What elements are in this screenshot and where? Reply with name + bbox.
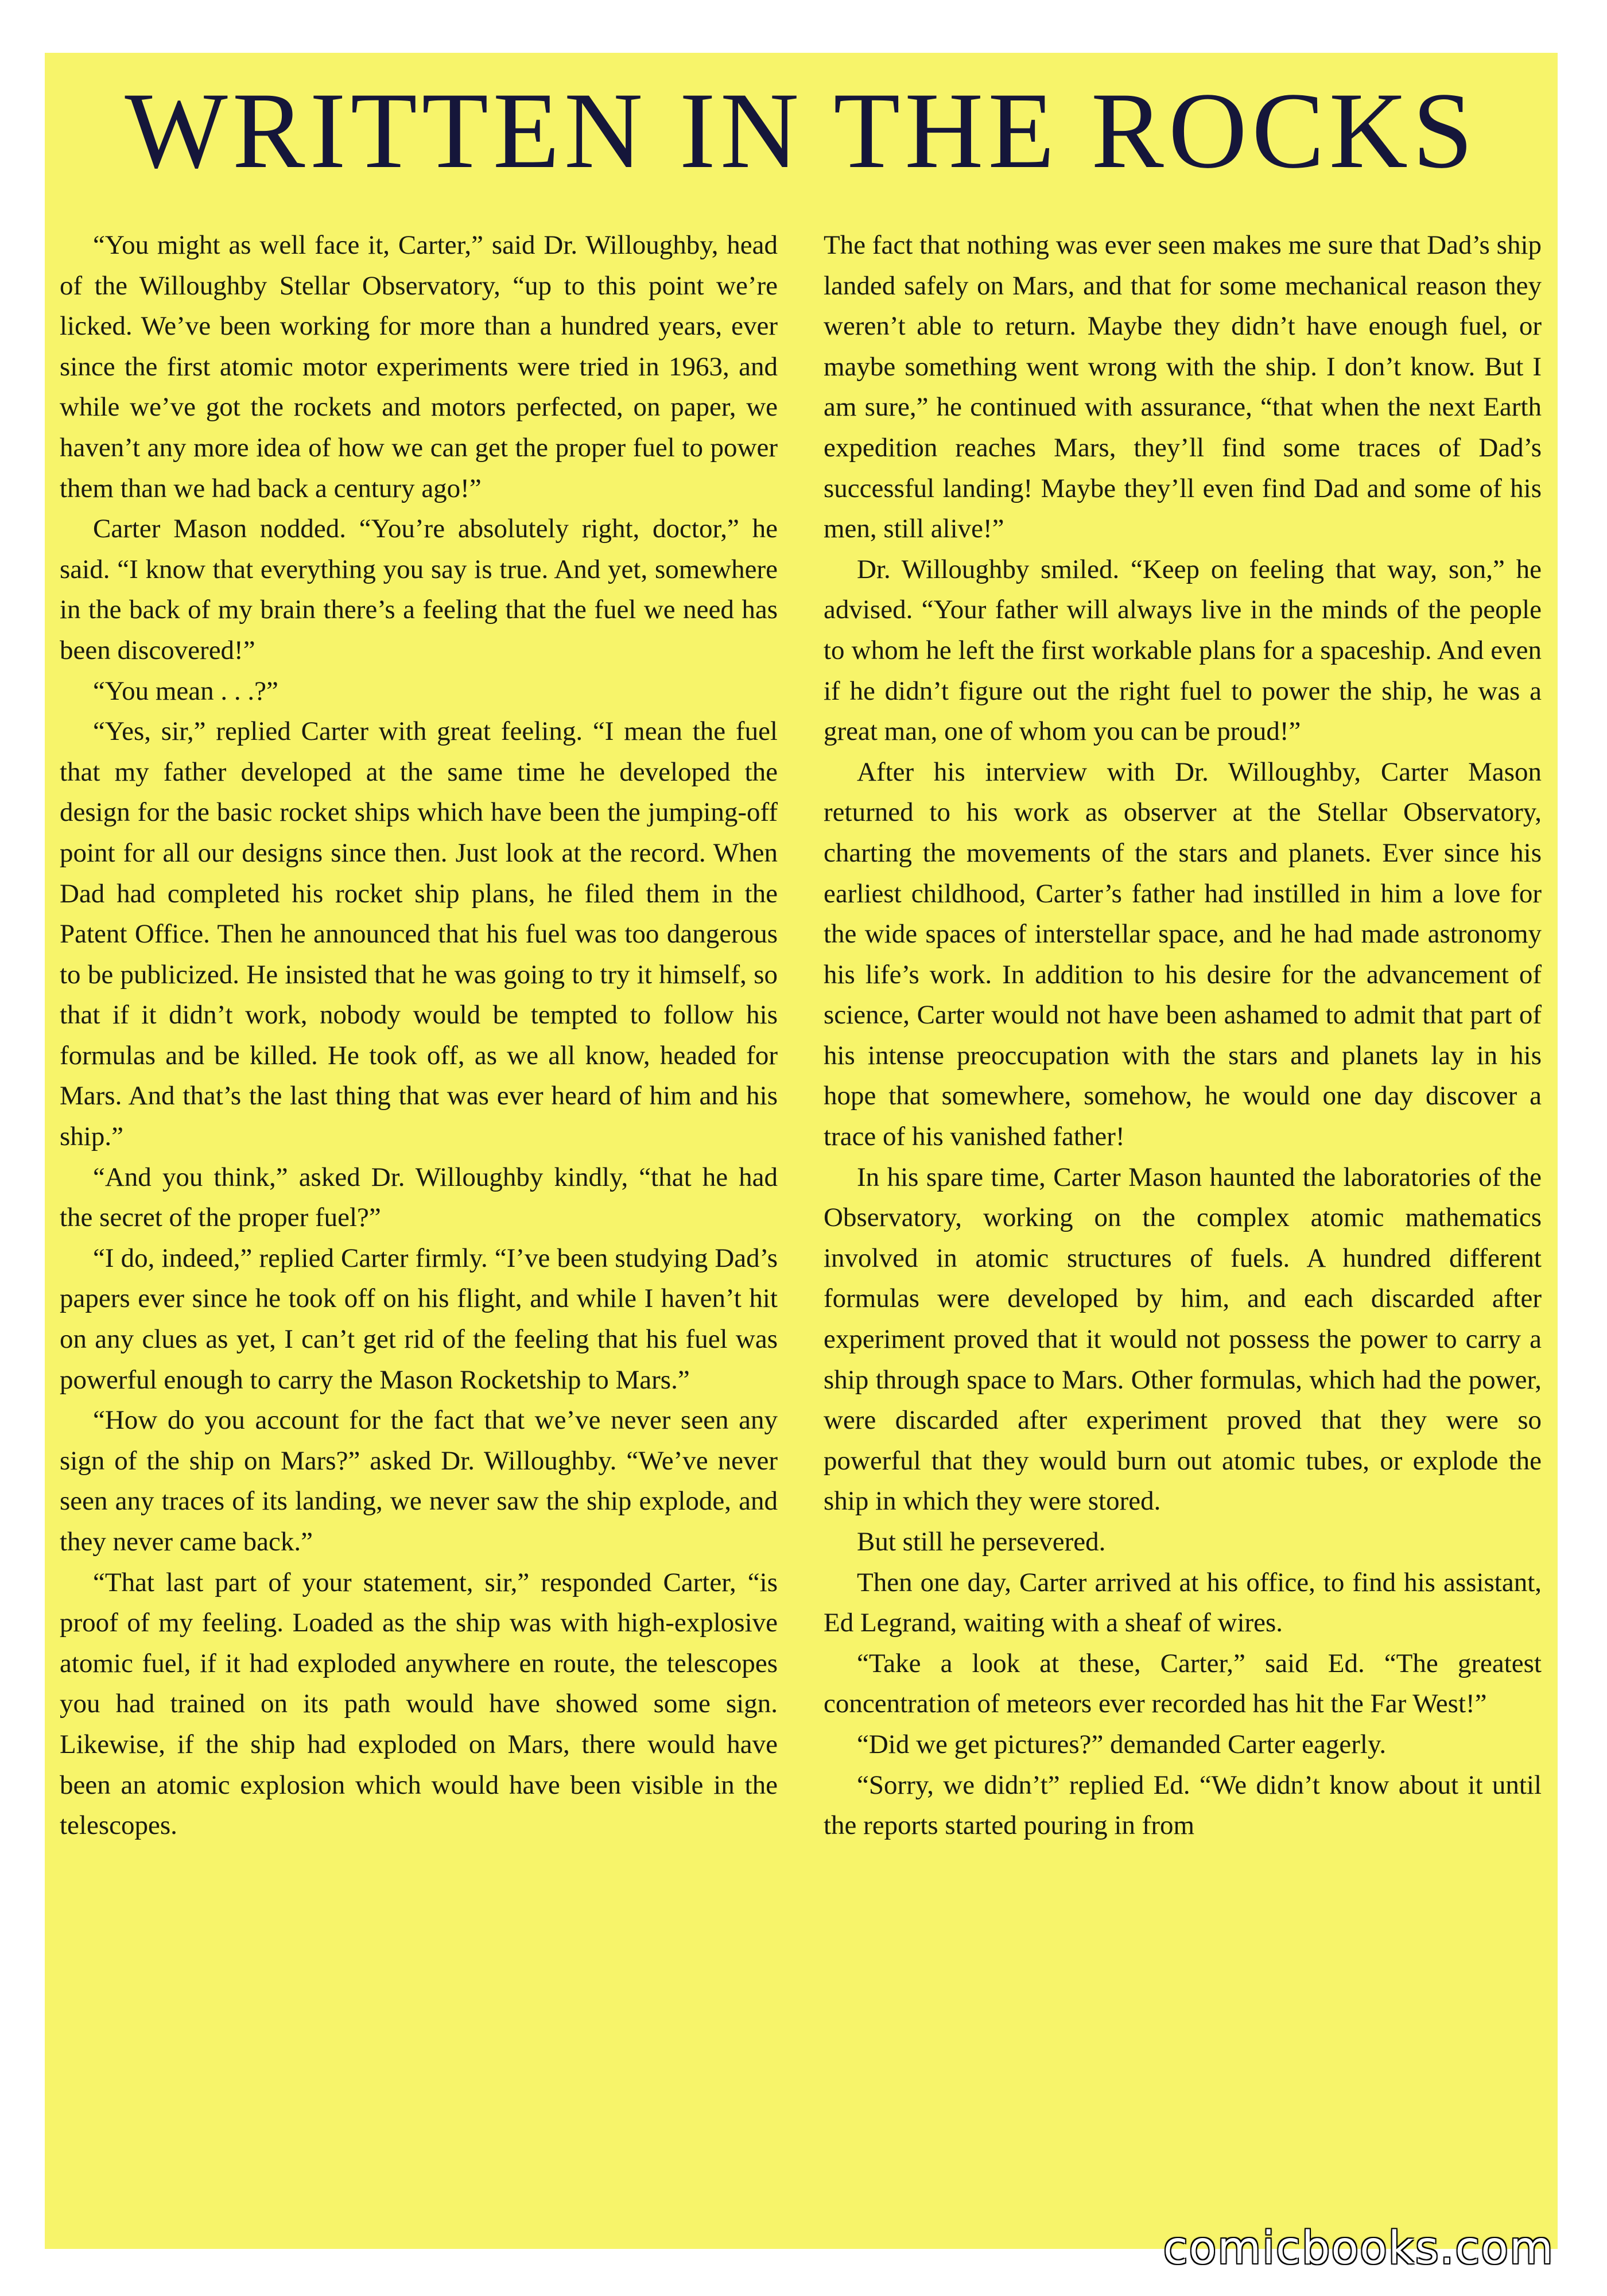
- paragraph: “And you think,” asked Dr. Willoughby kindly, “that he had the secret of the proper fuel?”: [60, 1162, 778, 1233]
- paragraph: “Yes, sir,” replied Carter with great feeling. “I mean the fuel that my father developed at the same time he developed the design for the basic rocket ships which have been the jumping-off point for all our designs since then. Just look at the record. When Dad had completed his rocket ship plans, he filed them in the Patent Office. Then he announced that his fuel was too dangerous to be publicized. He insisted that he was going to try it himself, so that if it didn’t work, nobody would be tempted to follow his formulas and be killed. He took off, as we all know, headed for Mars. And that’s the last thing that was ever heard of him and his ship.”: [60, 716, 778, 1152]
- story-title: WRITTEN IN THE ROCKS: [125, 71, 1478, 191]
- paragraph: Carter Mason nodded. “You’re absolutely right, doctor,” he said. “I know that everything you say is true. And yet, somewhere in the back of my brain there’s a feeling that the fuel we need has been discovered!”: [60, 514, 778, 665]
- paragraph: “I do, indeed,” replied Carter firmly. “I’ve been studying Dad’s papers ever since he took off on his flight, and while I haven’t hit on any clues as yet, I can’t get rid of the feeling that his fuel was powerful enough to carry the Mason Rocketship to Mars.”: [60, 1243, 778, 1395]
- paragraph: In his spare time, Carter Mason haunted the laboratories of the Observatory, working on the complex atomic mathematics involved in atomic structures of fuels. A hundred different formulas were developed by him, and each discarded after experiment proved that it would not possess the power to carry a ship through space to Mars. Other formulas, which had the power, were discarded after experiment proved that they were so powerful that they would burn out atomic tubes, or explode the ship in which they were stored.: [824, 1162, 1542, 1517]
- text-columns: [60, 225, 1542, 2234]
- left-column: [60, 225, 778, 2234]
- paragraph: “Sorry, we didn’t” replied Ed. “We didn’t know about it until the reports started pouring in from: [824, 1770, 1542, 1841]
- paragraph: “Did we get pictures?” demanded Carter eagerly.: [857, 1729, 1387, 1759]
- paragraph: “Take a look at these, Carter,” said Ed. “The greatest concentration of meteors ever recorded has hit the Far West!”: [824, 1648, 1542, 1719]
- site-watermark: comicbooks.com: [1163, 2223, 1554, 2274]
- paragraph: “You might as well face it, Carter,” said Dr. Willoughby, head of the Willoughby Stellar Observatory, “up to this point we’re licked. We’ve been working for more than a hundred years, ever since the first atomic motor experiments were tried in 1963, and while we’ve got the rockets and motors perfected, on paper, we haven’t any more idea of how we can get the proper fuel to power them than we had back a century ago!”: [60, 230, 778, 503]
- paragraph: “You mean . . .?”: [93, 676, 278, 706]
- paragraph: “How do you account for the fact that we’ve never seen any sign of the ship on Mars?” asked Dr. Willoughby. “We’ve never seen any traces of its landing, we never saw the ship explode, and they never came back.”: [60, 1405, 778, 1557]
- paragraph: Then one day, Carter arrived at his office, to find his assistant, Ed Legrand, waiting with a sheaf of wires.: [824, 1567, 1542, 1638]
- paragraph: After his interview with Dr. Willoughby, Carter Mason returned to his work as observer at the Stellar Observatory, charting the movements of the stars and planets. Ever since his earliest childhood, Carter’s father had instilled in him a love for the wide spaces of interstellar space, and he had made astronomy his life’s work. In addition to his desire for the advancement of science, Carter would not have been ashamed to admit that part of his intense preoccupation with the stars and planets lay in his hope that somewhere, somehow, he would one day discover a trace of his vanished father!: [824, 757, 1542, 1152]
- paragraph: “That last part of your statement, sir,” responded Carter, “is proof of my feeling. Loaded as the ship was with high-explosive atomic fuel, if it had exploded anywhere en route, the telescopes you had trained on its path would have showed some sign. Likewise, if the ship had exploded on Mars, there would have been an atomic explosion which would have been visible in the telescopes.: [60, 1567, 778, 1841]
- paragraph: The fact that nothing was ever seen makes me sure that Dad’s ship landed safely on Mars, and that for some mechanical reason they weren’t able to return. Maybe they didn’t have enough fuel, or maybe something went wrong with the ship. I don’t know. But I am sure,” he continued with assurance, “that when the next Earth expedition reaches Mars, they’ll find some traces of Dad’s successful landing! Maybe they’ll even find Dad and some of his men, still alive!”: [824, 230, 1542, 544]
- paragraph: Dr. Willoughby smiled. “Keep on feeling that way, son,” he advised. “Your father will always live in the minds of the people to whom he left the first workable plans for a spaceship. And even if he didn’t figure out the right fuel to power the ship, he was a great man, one of whom you can be proud!”: [824, 554, 1542, 747]
- right-column: [824, 225, 1542, 2234]
- story-page: [45, 53, 1558, 2249]
- paragraph: But still he persevered.: [857, 1527, 1106, 1557]
